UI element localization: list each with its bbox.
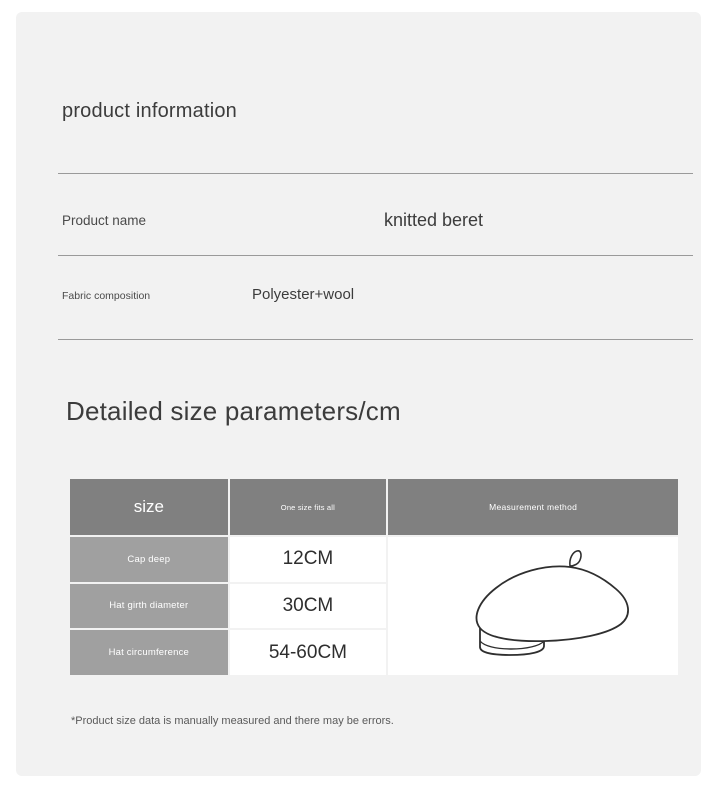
- table-header-row: [70, 479, 678, 535]
- divider-middle: [58, 255, 693, 256]
- beret-line-drawing-icon: [388, 537, 678, 675]
- info-card: [16, 12, 701, 776]
- size-section-heading: Detailed size parameters/cm: [66, 396, 401, 426]
- row-value-hat-circumference: 54-60CM: [230, 630, 387, 675]
- info-row-fabric-composition: [62, 286, 692, 312]
- divider-bottom: [58, 339, 693, 340]
- page-title: product information: [62, 100, 238, 122]
- table-header-one-size: One size fits all: [230, 479, 387, 535]
- row-label-hat-circumference: Hat circumference: [70, 630, 228, 675]
- info-value: knitted beret: [384, 210, 484, 230]
- info-value: Polyester+wool: [252, 286, 355, 303]
- divider-top: [58, 173, 693, 174]
- info-row-product-name: [62, 210, 692, 240]
- row-label-hat-girth-diameter: Hat girth diameter: [70, 584, 228, 629]
- table-header-measurement-method: Measurement method: [388, 479, 678, 535]
- size-table: [68, 477, 680, 677]
- measurement-illustration-cell: [388, 537, 678, 675]
- size-footnote: *Product size data is manually measured and there may be errors.: [71, 715, 394, 727]
- table-header-size: size: [70, 479, 228, 535]
- info-label: Product name: [62, 213, 147, 228]
- table-row: [70, 537, 678, 582]
- row-label-cap-deep: Cap deep: [70, 537, 228, 582]
- row-value-cap-deep: 12CM: [230, 537, 387, 582]
- info-label: Fabric composition: [62, 290, 151, 302]
- row-value-hat-girth-diameter: 30CM: [230, 584, 387, 629]
